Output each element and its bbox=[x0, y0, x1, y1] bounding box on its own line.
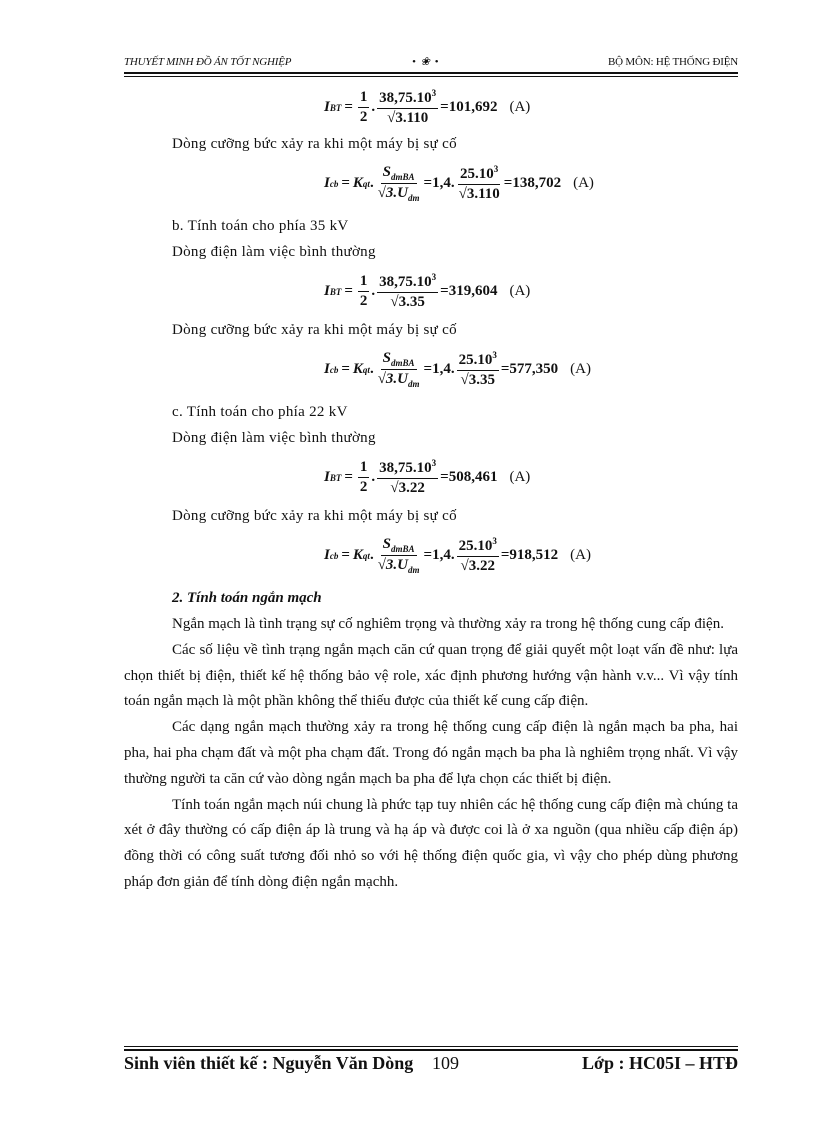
equation-ibt-110: I BT = $\frac{1}{2}$ . 38,75.10$^3$ √ 3.110 =101,692 (A) bbox=[324, 88, 530, 127]
eq-result: =577,350 bbox=[500, 361, 559, 377]
header-title: THUYẾT MINH ĐỒ ÁN TỐT NGHIỆP bbox=[124, 56, 292, 68]
equation-ibt-35: I BT = $\frac{1}{2}$ . 38,75.10$^3$ √ 3.35 =319,604 (A) bbox=[324, 272, 530, 311]
body-text bbox=[124, 612, 738, 896]
eq-unit: (A) bbox=[509, 99, 531, 115]
equation-icb-22: I cb = K qt . $S_{dmBA}$ √ $3.U_{dm}$ =1,4. 25.10$^3$ √ 3.22 =918,512 (A) bbox=[324, 536, 591, 575]
text-line: Dòng điện làm việc bình thường bbox=[172, 430, 376, 446]
eq-fraction: $\frac{1}{2}$ bbox=[359, 89, 368, 125]
header-ornament-icon: • ❀ • bbox=[412, 56, 440, 68]
text-line: c. Tính toán cho phía 22 kV bbox=[172, 404, 348, 420]
page-number: 109 bbox=[432, 1053, 459, 1073]
equation-ibt-22: I BT = $\frac{1}{2}$ . 38,75.10$^3$ √ 3.22 =508,461 (A) bbox=[324, 458, 530, 497]
eq-result: =101,692 bbox=[440, 99, 498, 115]
paragraph: Các số liệu về tình trạng ngắn mạch căn cứ quan trọng để giải quyết một loạt vấn đề như: lựa chọn thiết bị điện, thiết kế hệ thống bảo vệ role, xác định phương hướng vận hành v.v... Vì vậy tính toán ngắn mạch là một phần không thể thiếu được của thiết kế cung cấp điện. bbox=[124, 641, 738, 710]
header-rule-thick bbox=[124, 72, 738, 74]
text-line: Dòng cưỡng bức xảy ra khi một máy bị sự cố bbox=[172, 508, 457, 524]
paragraph: Các dạng ngắn mạch thường xảy ra trong hệ thống cung cấp điện là ngắn mạch ba pha, hai pha, hai pha chạm đất và một pha chạm đất. Trong đó ngắn mạch ba pha là nghiêm trọng nhất. Vì vậy thường người ta căn cứ vào dòng ngắn mạch ba pha để lựa chọn các thiết bị điện. bbox=[124, 719, 738, 787]
header-rule-thin bbox=[124, 76, 738, 77]
paragraph: Tính toán ngắn mạch núi chung là phức tạp tuy nhiên các hệ thống cung cấp điện mà chúng ta xét ở đây thường có cấp điện áp là trung và hạ áp và được coi là ở xa nguồn (qua nhiều cấp điện áp) đồng thời có công suất tương đối nhỏ so với hệ thống điện quốc gia, vì vậy cho phép dùng phương pháp đơn giản để tính dòng điện ngắn mạchh. bbox=[124, 796, 738, 890]
equation-icb-35: I cb = K qt . $S_{dmBA}$ √ $3.U_{dm}$ =1,4. 25.10$^3$ √ 3.35 =577,350 (A) bbox=[324, 350, 591, 389]
header-department: BỘ MÔN: HỆ THỐNG ĐIỆN bbox=[607, 56, 738, 68]
text-line: Dòng cưỡng bức xảy ra khi một máy bị sự cố bbox=[172, 136, 457, 152]
text-line: Dòng điện làm việc bình thường bbox=[172, 244, 376, 260]
page-header bbox=[124, 56, 738, 72]
section-title: 2. Tính toán ngắn mạch bbox=[172, 590, 322, 606]
page-footer bbox=[124, 1053, 738, 1075]
eq-result: =138,702 bbox=[503, 175, 562, 191]
eq-sub: BT bbox=[329, 102, 342, 113]
eq-result: =918,512 bbox=[500, 547, 559, 563]
eq-fraction: 25.10$^3$ √ 3.110 bbox=[457, 164, 502, 203]
footer-class: Lớp : HC05I – HTĐ bbox=[582, 1053, 738, 1073]
eq-fraction: $S_{dmBA}$ √ $3.U_{dm}$ bbox=[376, 164, 422, 203]
text-line: Dòng cưỡng bức xảy ra khi một máy bị sự cố bbox=[172, 322, 457, 338]
eq-result: =319,604 bbox=[440, 283, 498, 299]
eq-fraction: 38,75.10$^3$ √ 3.110 bbox=[377, 88, 438, 127]
eq-result: =508,461 bbox=[440, 469, 498, 485]
paragraph: Ngắn mạch là tình trạng sự cố nghiêm trọng và thường xảy ra trong hệ thống cung cấp điện. bbox=[172, 616, 724, 632]
footer-rule-thin bbox=[124, 1046, 738, 1047]
equation-icb-110: I cb = K qt . $S_{dmBA}$ √ $3.U_{dm}$ =1,4. 25.10$^3$ √ 3.110 =138,702 (A) bbox=[324, 164, 594, 203]
text-line: b. Tính toán cho phía 35 kV bbox=[172, 218, 349, 234]
eq-var: I bbox=[324, 99, 330, 115]
footer-rule-thick bbox=[124, 1049, 738, 1051]
footer-author: Sinh viên thiết kế : Nguyễn Văn Dòng bbox=[124, 1053, 414, 1073]
